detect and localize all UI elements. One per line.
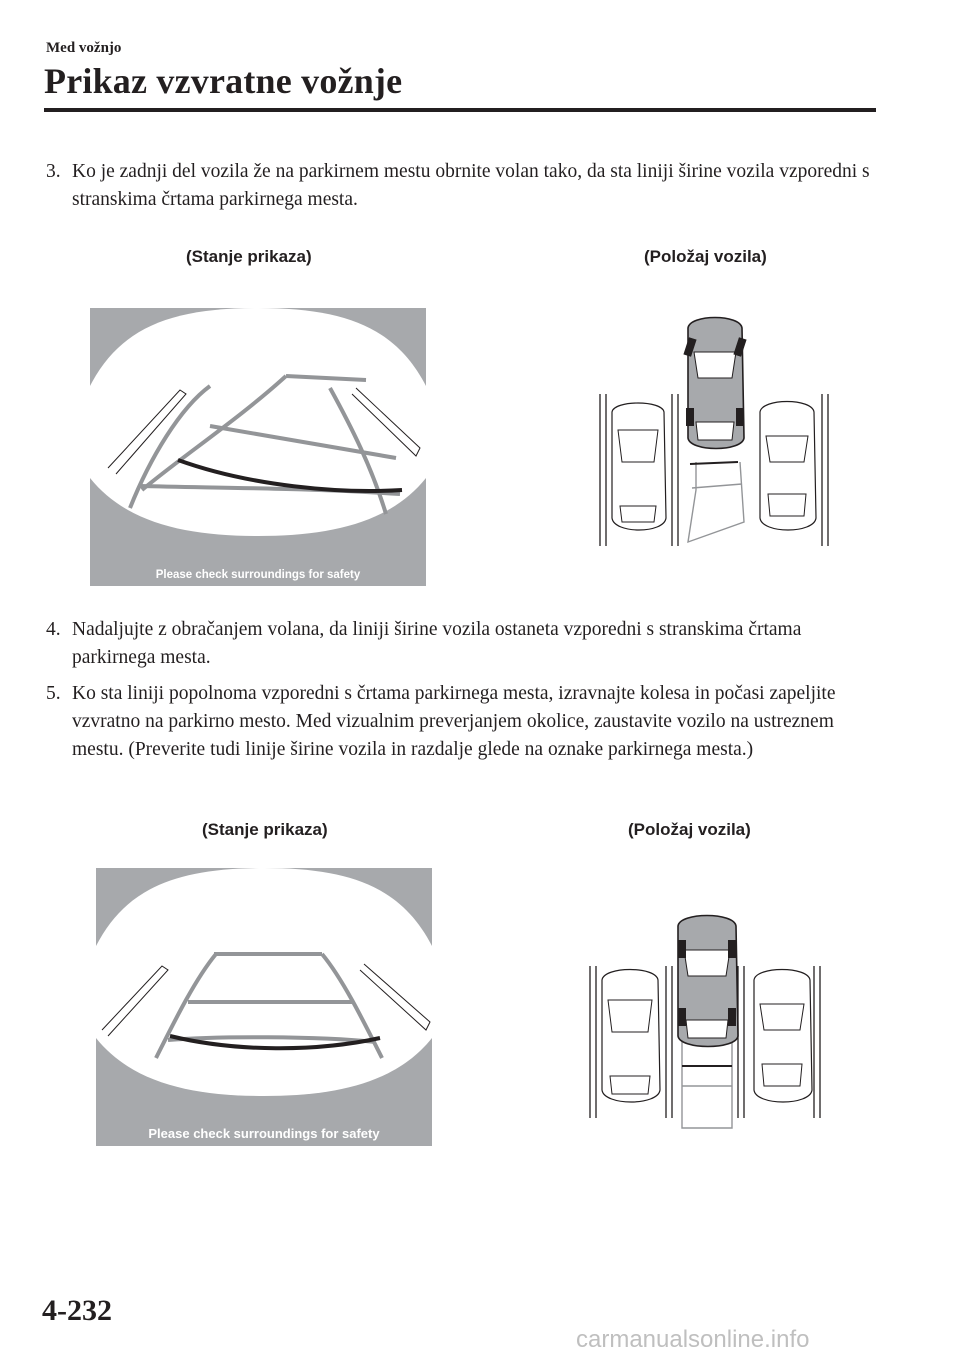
- step-text: Ko je zadnji del vozila že na parkirnem mestu obrnite volan tako, da sta liniji širine vozila vzporedni s stranskima črtama parkirnega mesta.: [72, 161, 870, 210]
- page-number: 4-232: [42, 1294, 112, 1327]
- title-rule: [44, 108, 876, 112]
- display-caption: (Stanje prikaza): [186, 247, 312, 266]
- display-caption: (Stanje prikaza): [202, 820, 328, 839]
- vehicle-position-1: [592, 312, 832, 552]
- page-title: Prikaz vzvratne vožnje: [44, 61, 403, 101]
- step-text: Ko sta liniji popolnoma vzporedni s črtama parkirnega mesta, izravnajte kolesa in počasi zapeljite vzvratno na parkirno mesto. Med vizualnim preverjanjem okolice, zaustavite vozilo na ustreznem mestu. (Preverite tudi linije širine vozila in razdalje glede na oznake parkirnega mesta.): [72, 683, 836, 760]
- step-3: [46, 158, 876, 214]
- vehicle-caption: (Položaj vozila): [644, 247, 767, 266]
- step-number: 5.: [46, 683, 61, 704]
- vehicle-position-2: [582, 910, 832, 1132]
- step-number: 4.: [46, 619, 61, 640]
- section-label: Med vožnjo: [46, 40, 122, 56]
- screen-message: Please check surroundings for safety: [155, 569, 361, 581]
- vehicle-caption: (Položaj vozila): [628, 820, 751, 839]
- step-text: Nadaljujte z obračanjem volana, da liniji širine vozila ostaneta vzporedni s stranskima črtama parkirnega mesta.: [72, 619, 802, 668]
- step-number: 3.: [46, 161, 61, 182]
- watermark[interactable]: carmanualsonline.info: [576, 1326, 810, 1353]
- step-4: [46, 616, 876, 672]
- camera-display-1: [90, 308, 426, 586]
- camera-display-2: [96, 868, 432, 1146]
- step-5: [46, 680, 876, 764]
- screen-message: Please check surroundings for safety: [148, 1126, 380, 1141]
